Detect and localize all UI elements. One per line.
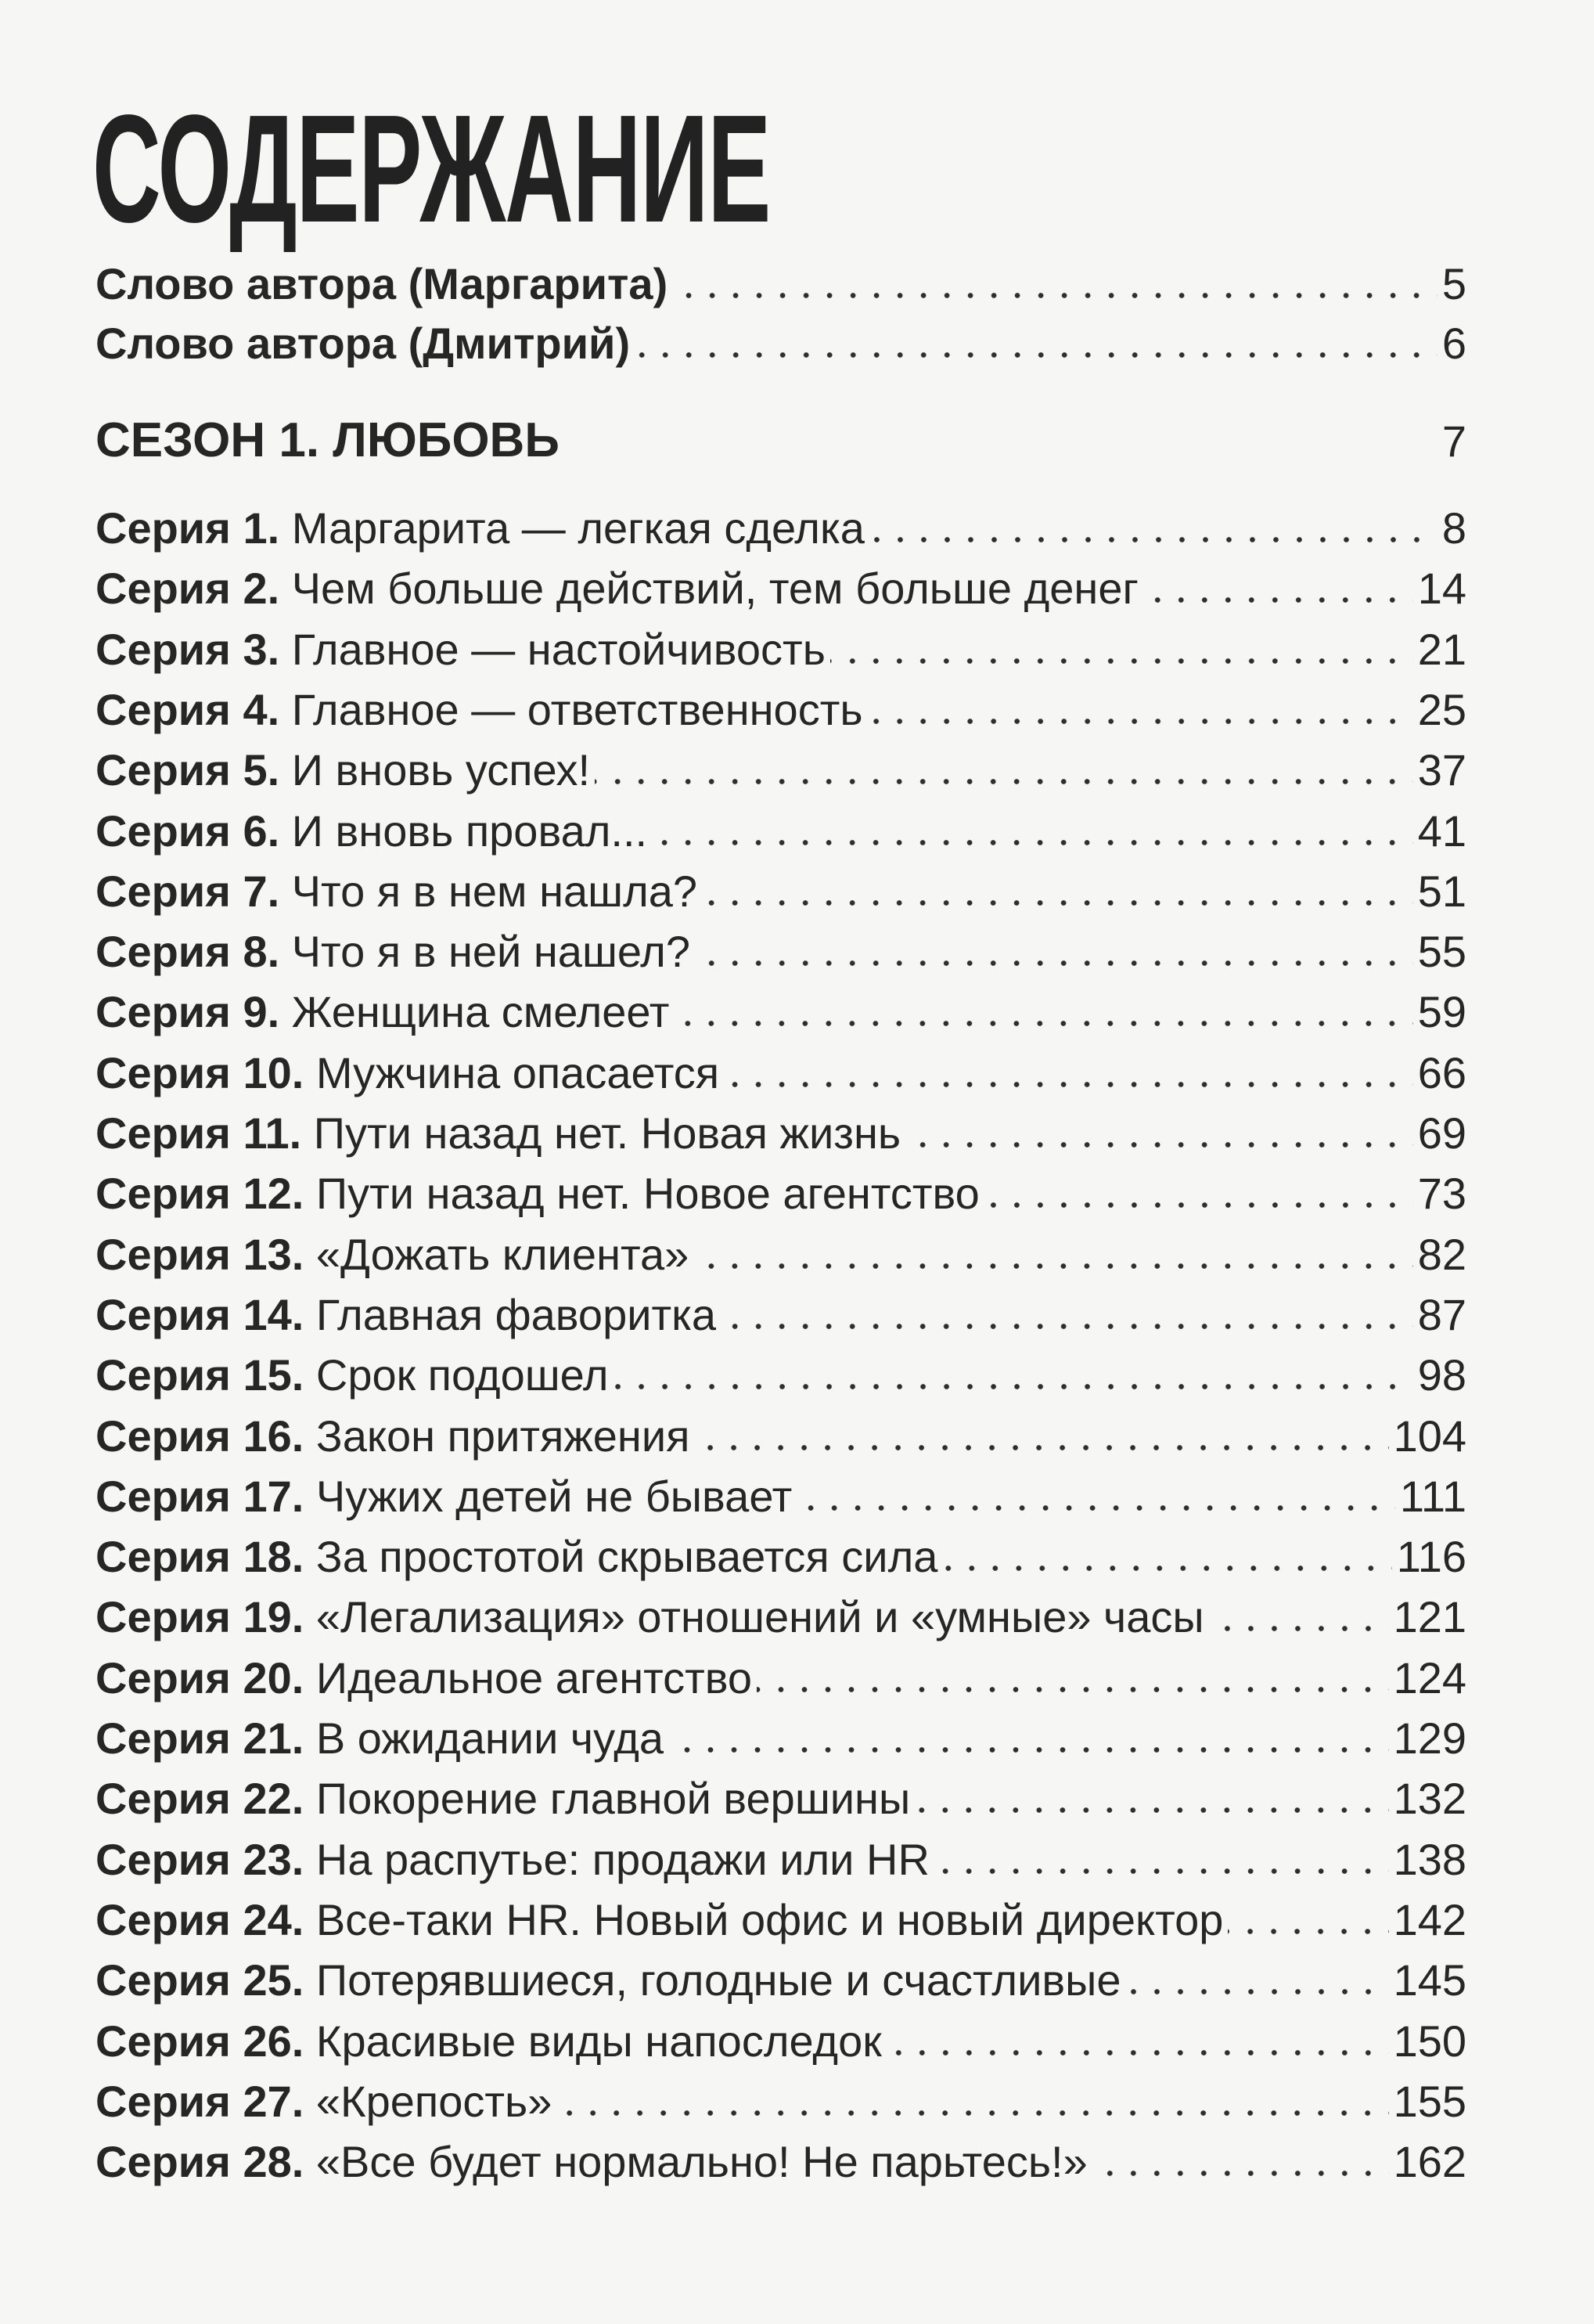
toc-page-number: 21	[1417, 624, 1466, 674]
toc-entry-title: Маргарита — легкая сделка	[291, 503, 865, 553]
toc-series-label: Серия 2.	[95, 564, 280, 614]
toc-series-label: Серия 19.	[95, 1592, 304, 1642]
dot-leader	[1209, 1590, 1389, 1645]
toc-page-number: 14	[1417, 564, 1466, 614]
toc-series-label: Серия 21.	[95, 1713, 304, 1763]
toc-entry-title: Главная фаворитка	[315, 1289, 717, 1339]
toc-series-label: Серия 9.	[95, 987, 280, 1037]
toc-page-number: 82	[1417, 1229, 1466, 1279]
dot-leader	[652, 804, 1413, 859]
toc-entry-title: В ожидании чуда	[315, 1713, 664, 1763]
toc-entry-title: И вновь успех!	[291, 745, 590, 795]
toc-entry-title: Мужчина опасается	[315, 1047, 720, 1097]
toc-entry-title: Идеальное агентство	[315, 1652, 753, 1702]
toc-entry-series-12	[95, 1166, 1466, 1221]
dot-leader	[721, 1288, 1413, 1342]
dot-leader	[694, 1409, 1388, 1464]
toc-entry-series-19	[95, 1590, 1466, 1645]
toc-entry-series-25	[95, 1953, 1466, 2008]
toc-entry-series-28	[95, 2135, 1466, 2189]
toc-page-number: 129	[1393, 1713, 1466, 1763]
dot-leader	[672, 257, 1437, 312]
dot-leader	[724, 1046, 1413, 1101]
toc-entry-series-20	[95, 1651, 1466, 1706]
toc-entry-series-26	[95, 2014, 1466, 2069]
dot-leader	[1092, 2135, 1389, 2189]
toc-entry-series-21	[95, 1711, 1466, 1766]
toc-entry-series-27	[95, 2074, 1466, 2129]
toc-series-label: Серия 14.	[95, 1289, 304, 1339]
toc-entry-title: Слово автора (Маргарита)	[95, 259, 668, 308]
toc-series-label: Серия 22.	[95, 1774, 304, 1824]
toc-series-label: Серия 11.	[95, 1108, 302, 1158]
toc-series-label: Серия 27.	[95, 2076, 304, 2126]
toc-page-number: 73	[1417, 1169, 1466, 1219]
toc-page-number: 5	[1441, 259, 1466, 308]
toc-entry-title: И вновь провал...	[291, 805, 648, 856]
dot-leader	[830, 622, 1413, 677]
toc-series-label: Серия 4.	[95, 684, 280, 734]
toc-series-label: Серия 1.	[95, 503, 280, 553]
toc-page-number: 69	[1417, 1108, 1466, 1158]
toc-entry-series-10	[95, 1046, 1466, 1101]
toc-page-number: 8	[1441, 503, 1466, 553]
toc-series-label: Серия 25.	[95, 1955, 304, 2005]
dot-leader	[695, 924, 1413, 979]
dot-leader	[674, 985, 1412, 1039]
dot-leader	[984, 1166, 1413, 1221]
toc-entry-title: Пути назад нет. Новая жизнь	[313, 1108, 901, 1158]
toc-section-season-1	[95, 409, 1466, 472]
toc-page-number: 59	[1417, 987, 1466, 1037]
toc-series-label: Серия 28.	[95, 2137, 304, 2187]
toc-entry-series-9	[95, 985, 1466, 1039]
toc-entry-title: Главное — настойчивость	[291, 624, 826, 674]
toc-page-number: 98	[1417, 1350, 1466, 1400]
toc-series-label: Серия 16.	[95, 1411, 304, 1461]
toc-series-label: Серия 12.	[95, 1169, 304, 1219]
dot-leader	[1228, 1893, 1388, 1947]
toc-page-number: 142	[1393, 1894, 1466, 1944]
dot-leader	[887, 2014, 1389, 2069]
toc-page-number: 138	[1393, 1834, 1466, 1884]
toc-page-number: 116	[1396, 1532, 1466, 1582]
toc-entry-title: Пути назад нет. Новое агентство	[315, 1169, 980, 1219]
toc-entry-series-5	[95, 743, 1466, 798]
toc-page-number: 121	[1393, 1592, 1466, 1642]
toc-page-number: 51	[1417, 866, 1466, 916]
page-title: СОДЕРЖАНИЕ	[92, 83, 771, 254]
dot-leader	[556, 2074, 1388, 2129]
toc-entry-title: Красивые виды напоследок	[315, 2016, 882, 2066]
toc-entry-title: «Легализация» отношений и «умные» часы	[315, 1592, 1204, 1642]
toc-entry-series-2	[95, 561, 1466, 616]
toc-entry-title: Слово автора (Дмитрий)	[95, 319, 631, 368]
toc-series-label: Серия 7.	[95, 866, 280, 916]
toc-page-number: 6	[1441, 319, 1466, 368]
toc-entry-title: Что я в ней нашел?	[291, 927, 690, 977]
toc-entry-preface-dmitry	[95, 316, 1466, 371]
dot-leader	[869, 501, 1437, 556]
toc-entry-title: «Все будет нормально! Не парьтесь!»	[315, 2137, 1088, 2187]
toc-page-number: 55	[1417, 927, 1466, 977]
toc-entry-title: Женщина смелеет	[291, 987, 670, 1037]
toc-entry-series-15	[95, 1348, 1466, 1403]
toc-entry-title: Срок подошел	[315, 1350, 609, 1400]
toc-entry-series-18	[95, 1530, 1466, 1584]
toc-entry-title: На распутье: продажи или HR	[315, 1834, 930, 1884]
toc-series-label: Серия 10.	[95, 1047, 304, 1097]
toc-entry-title: Закон притяжения	[315, 1411, 690, 1461]
toc-entry-series-13	[95, 1227, 1466, 1282]
toc-entry-series-8	[95, 924, 1466, 979]
toc-series-label: Серия 23.	[95, 1834, 304, 1884]
toc-entry-title: «Дожать клиента»	[315, 1229, 689, 1279]
toc-entry-title: Потерявшиеся, голодные и счастливые	[315, 1955, 1121, 2005]
toc-entry-series-17	[95, 1469, 1466, 1524]
toc-entry-series-1	[95, 501, 1466, 556]
toc-entry-series-3	[95, 622, 1466, 677]
dot-leader	[635, 316, 1437, 371]
toc-entry-title: «Крепость»	[315, 2076, 552, 2126]
toc-page-number: 41	[1417, 805, 1466, 856]
dot-leader	[797, 1469, 1395, 1524]
toc-page-number: 145	[1393, 1955, 1466, 2005]
toc-series-label: Серия 15.	[95, 1350, 304, 1400]
dot-leader	[1126, 1953, 1389, 2008]
toc-entry-series-23	[95, 1832, 1466, 1887]
toc-page-number: 132	[1393, 1774, 1466, 1824]
toc-page-number: 111	[1399, 1471, 1466, 1521]
toc-page-number: 37	[1417, 745, 1466, 795]
toc-series-label: Серия 8.	[95, 927, 280, 977]
toc-series-label: Серия 3.	[95, 624, 280, 674]
toc-entry-title: Чужих детей не бывает	[315, 1471, 793, 1521]
toc-entry-title: За простотой скрывается сила	[315, 1532, 938, 1582]
dot-leader	[942, 1530, 1391, 1584]
dot-leader	[905, 1106, 1413, 1161]
dot-leader	[613, 1348, 1413, 1403]
toc-page-number: 150	[1393, 2016, 1466, 2066]
toc-entry-title: Все-таки HR. Новый офис и новый директор	[315, 1894, 1224, 1944]
toc-page-number: 66	[1417, 1047, 1466, 1097]
toc-series-label: Серия 13.	[95, 1229, 304, 1279]
dot-leader	[595, 743, 1413, 798]
dot-leader	[1143, 561, 1413, 616]
toc-page-number: 124	[1393, 1652, 1466, 1702]
dot-leader	[757, 1651, 1389, 1706]
toc-series-label: Серия 5.	[95, 745, 280, 795]
toc-entry-title: Чем больше действий, тем больше денег	[291, 564, 1139, 614]
toc-page-number: 87	[1417, 1289, 1466, 1339]
toc-series-label: Серия 24.	[95, 1894, 304, 1944]
toc-entry-series-14	[95, 1288, 1466, 1342]
toc-entry-series-7	[95, 864, 1466, 919]
section-heading: СЕЗОН 1. ЛЮБОВЬ	[95, 413, 560, 467]
toc-page-number: 104	[1393, 1411, 1466, 1461]
toc-series-label: Серия 20.	[95, 1652, 304, 1702]
toc-series-label: Серия 18.	[95, 1532, 304, 1582]
toc-entry-title: Покорение главной вершины	[315, 1774, 911, 1824]
dot-leader	[868, 683, 1413, 737]
toc-page-number: 155	[1393, 2076, 1466, 2126]
toc-entry-series-6	[95, 804, 1466, 859]
toc-entry-title: Что я в нем нашла?	[291, 866, 698, 916]
toc-entry-series-16	[95, 1409, 1466, 1464]
toc-entry-series-11	[95, 1106, 1466, 1161]
toc-entry-title: Главное — ответственность	[291, 684, 863, 734]
toc-entry-series-22	[95, 1771, 1466, 1826]
toc-entry-series-4	[95, 683, 1466, 737]
toc-series-label: Серия 17.	[95, 1471, 304, 1521]
toc-entry-series-24	[95, 1893, 1466, 1947]
toc-series-label: Серия 26.	[95, 2016, 304, 2066]
dot-leader	[934, 1832, 1389, 1887]
dot-leader	[915, 1771, 1388, 1826]
dot-leader	[668, 1711, 1389, 1766]
dot-leader	[702, 864, 1413, 919]
toc-page-number: 7	[1441, 416, 1466, 466]
toc-page-number: 25	[1417, 684, 1466, 734]
dot-leader	[693, 1227, 1412, 1282]
toc-series-label: Серия 6.	[95, 805, 280, 856]
toc-page-number: 162	[1393, 2137, 1466, 2187]
toc-entry-preface-margarita	[95, 257, 1466, 312]
